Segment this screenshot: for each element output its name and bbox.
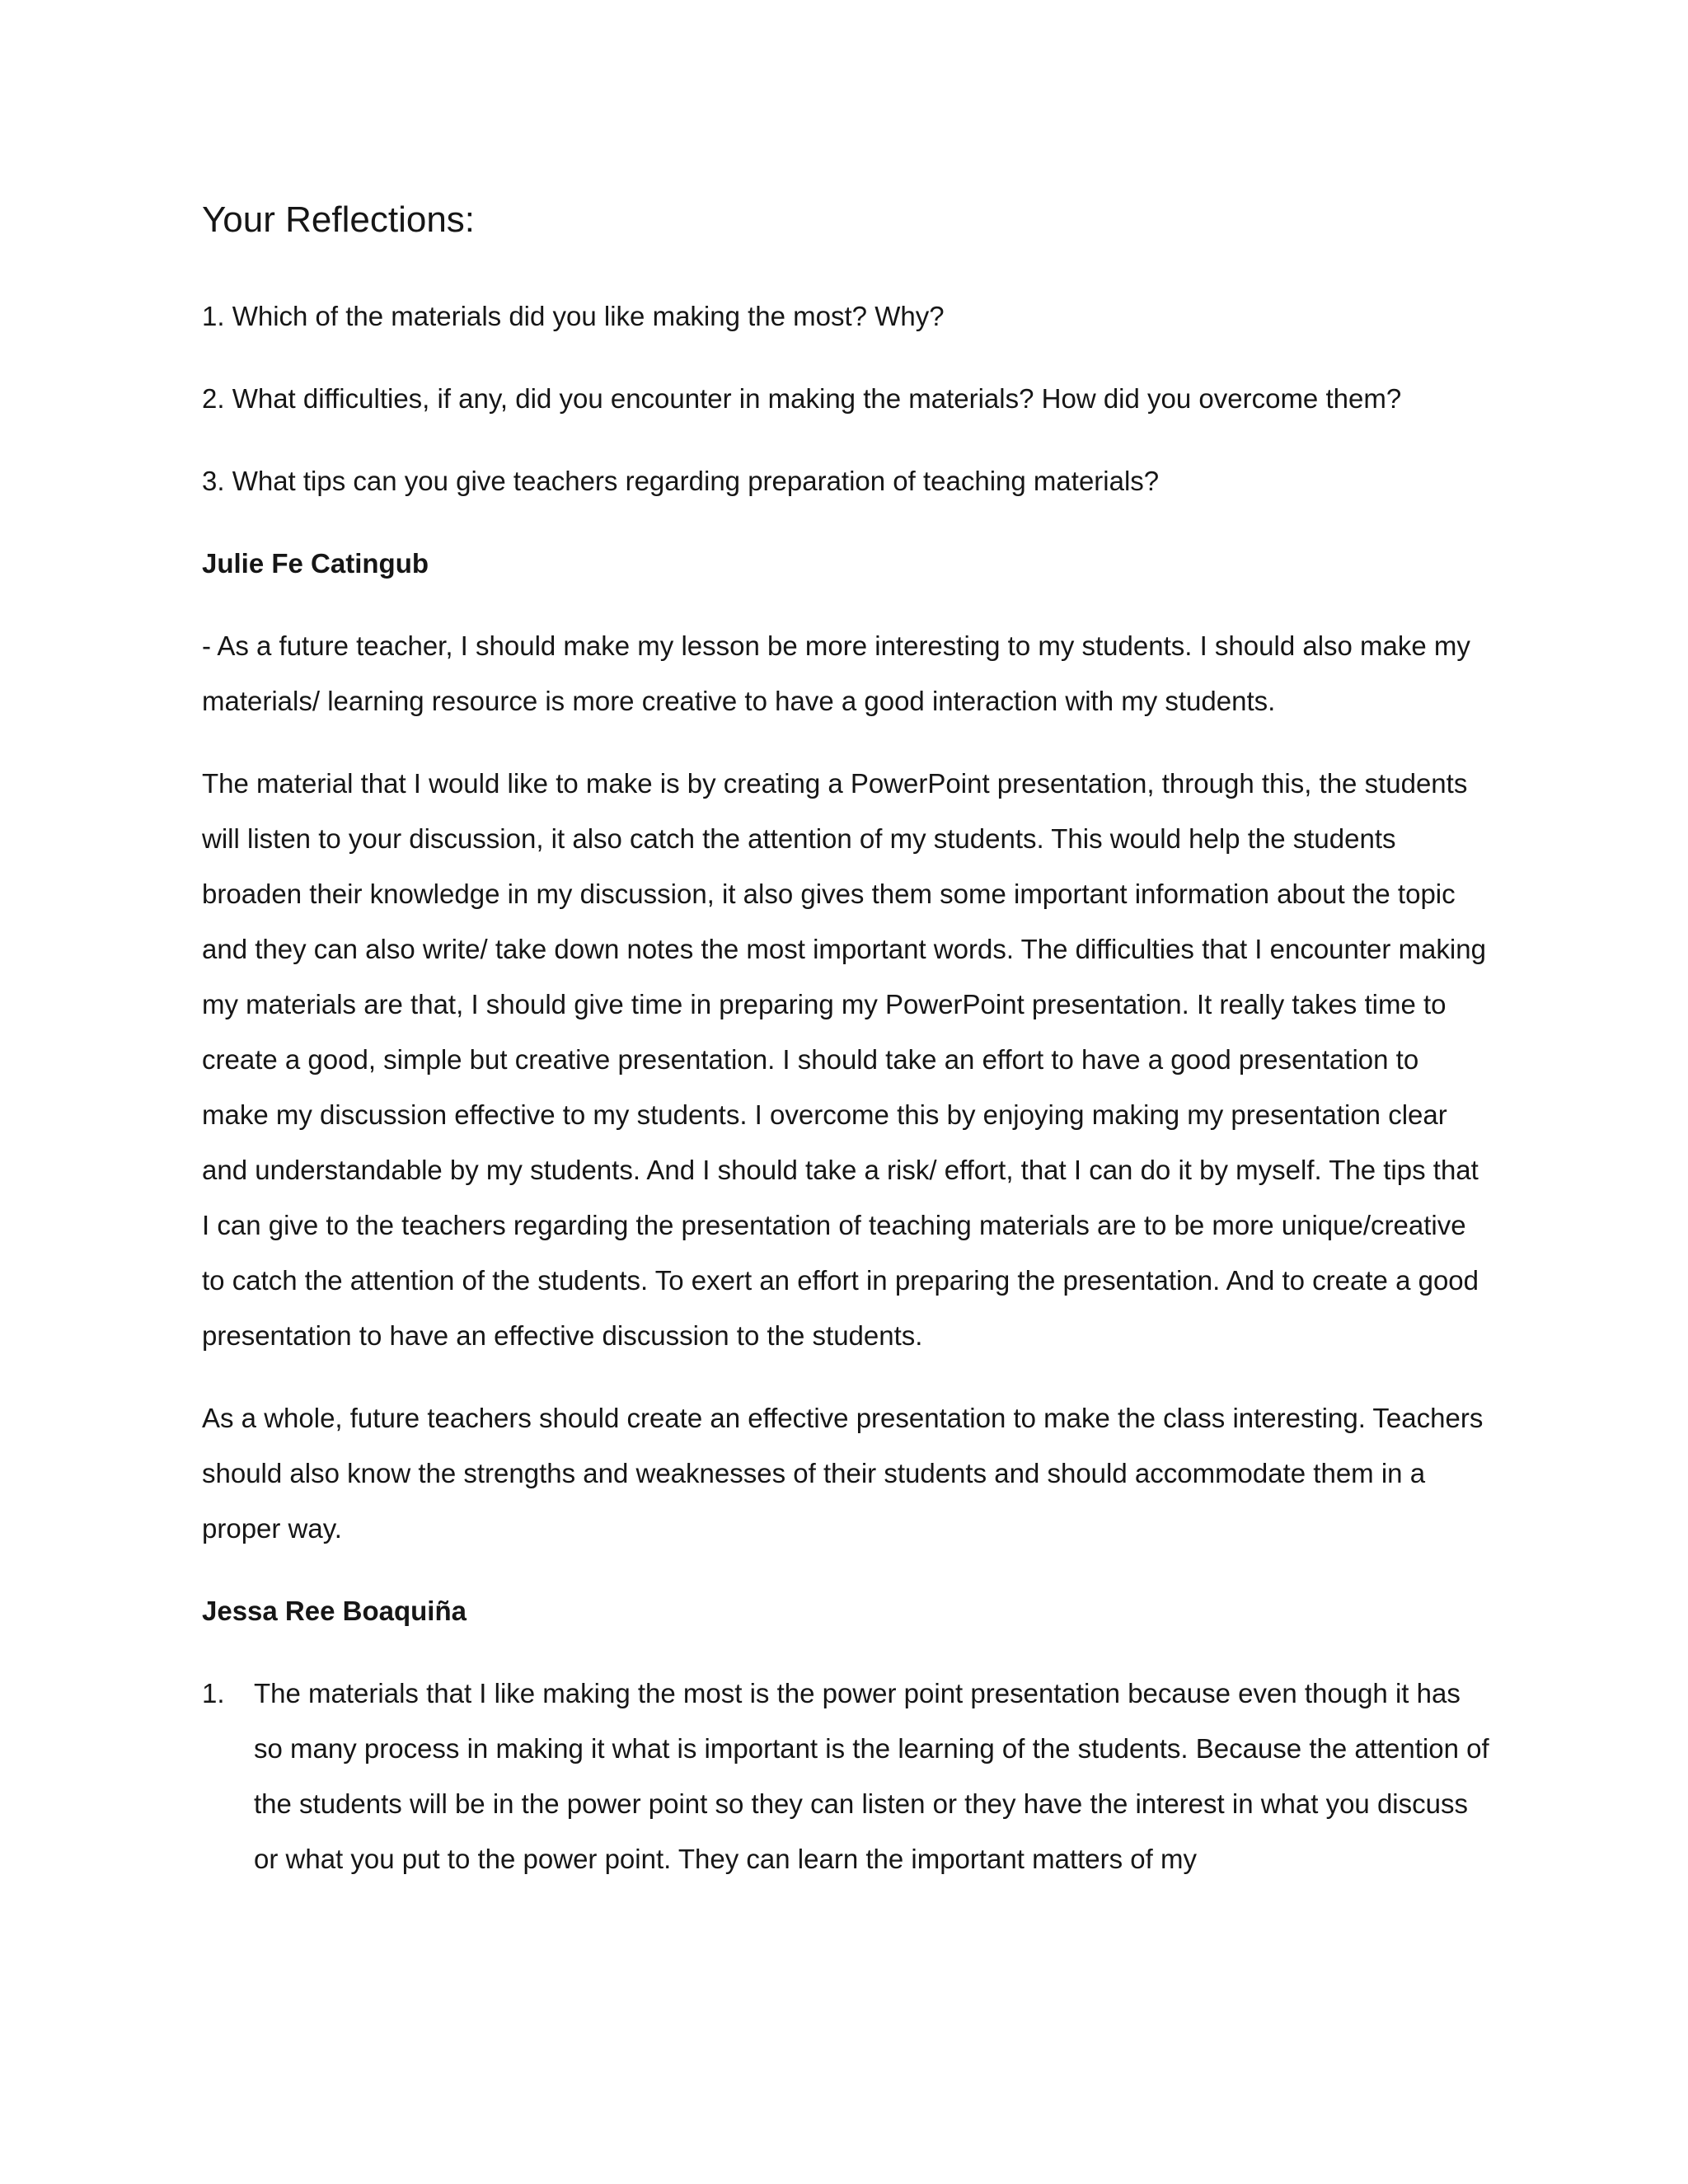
question-2: 2. What difficulties, if any, did you encounter in making the materials? How did you overcome them?	[202, 383, 1402, 414]
julie-paragraph-intro: - As a future teacher, I should make my lesson be more interesting to my students. I should also make my materials/ learning resource is more creative to have a good interaction with my students.	[202, 630, 1470, 716]
julie-paragraph-main: The material that I would like to make is by creating a PowerPoint presentation, through this, the students will listen to your discussion, it also catch the attention of my students. This would help the students broaden their knowledge in my discussion, it also gives them some important information about the topic and they can also write/ take down notes the most important words. The difficulties that I encounter making my materials are that, I should give time in preparing my PowerPoint presentation. It really takes time to create a good, simple but creative presentation. I should take an effort to have a good presentation to make my discussion effective to my students. I overcome this by enjoying making my presentation clear and understandable by my students. And I should take a risk/ effort, that I can do it by myself. The tips that I can give to the teachers regarding the presentation of teaching materials are to be more unique/creative to catch the attention of the students. To exert an effort in preparing the presentation. And to create a good presentation to have an effective discussion to the students.	[202, 768, 1486, 1351]
list-item-number: 1.	[202, 1678, 225, 1708]
jessa-list-item-1	[202, 1666, 1492, 1886]
document-title: Your Reflections:	[202, 199, 476, 240]
author-name-julie: Julie Fe Catingub	[202, 548, 429, 579]
author-name-jessa: Jessa Ree Boaquiña	[202, 1596, 467, 1626]
question-1: 1. Which of the materials did you like making the most? Why?	[202, 301, 945, 331]
julie-paragraph-conclusion: As a whole, future teachers should create an effective presentation to make the class interesting. Teachers should also know the strengths and weaknesses of their students and should accommodate them in a proper way.	[202, 1403, 1484, 1544]
question-3: 3. What tips can you give teachers regarding preparation of teaching materials?	[202, 466, 1160, 496]
list-item-text: The materials that I like making the most is the power point presentation because even though it has so many process in making it what is important is the learning of the students. Because the attention of the students will be in the power point so they can listen or they have the interest in what you discuss or what you put to the power point. They can learn the important matters of my	[254, 1678, 1489, 1874]
